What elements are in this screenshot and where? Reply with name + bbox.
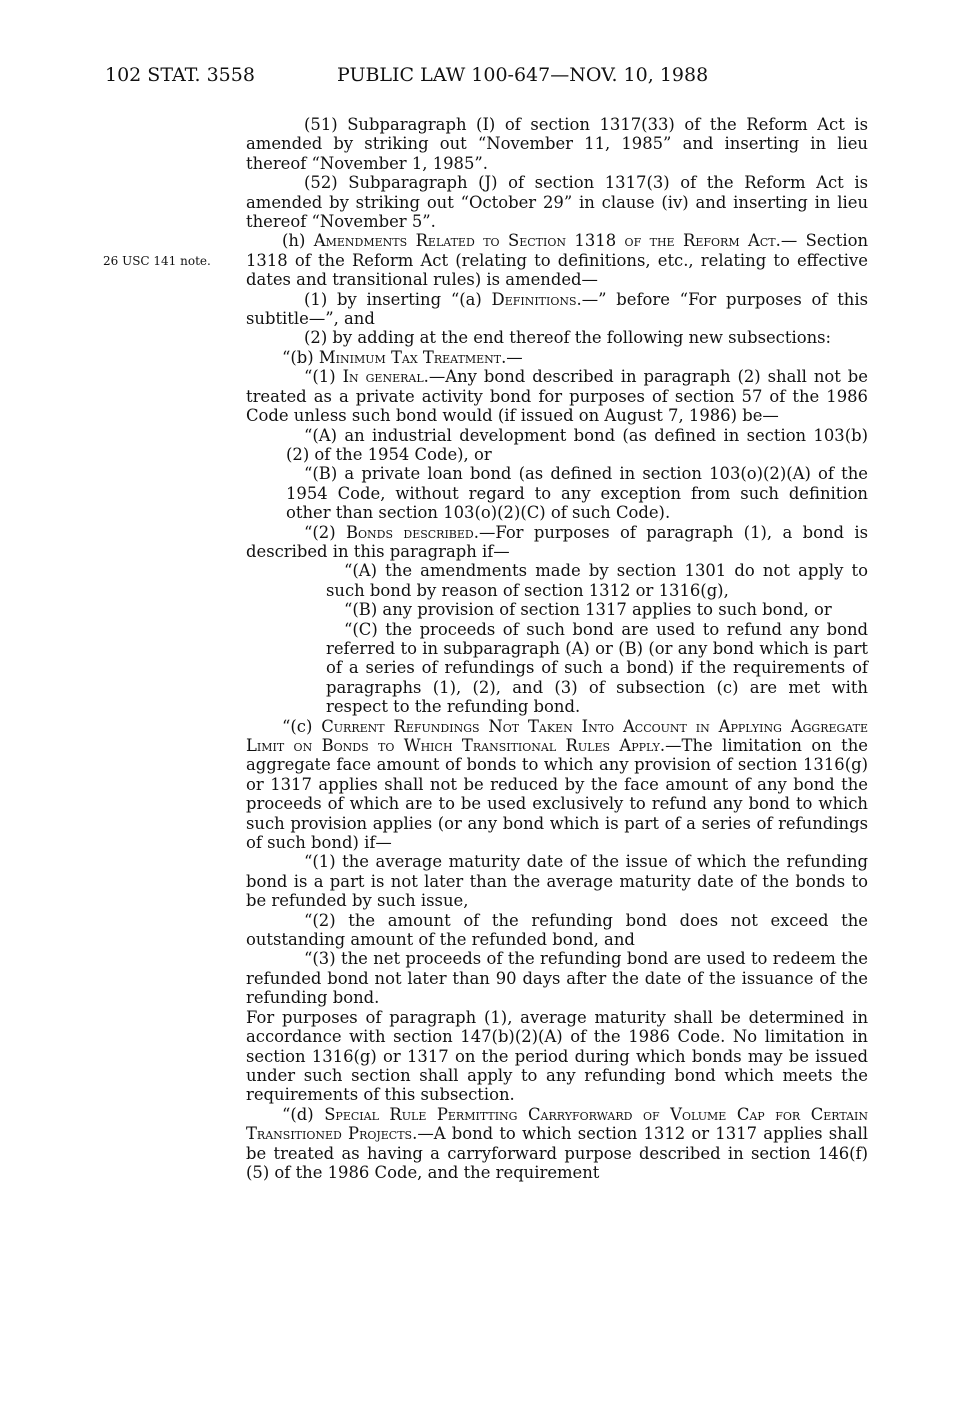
subsection-c-3: “(3) the net proceeds of the refunding bond are used to redeem the refunded bond not later than 90 days after the date of the issuance of the refunding bond. [246,949,868,1008]
subsection-c [246,717,868,853]
subsection-h-prefix: (h) [282,231,314,251]
b-dash: — [506,347,523,367]
margin-note: 26 USC 141 note. [103,254,211,268]
page-title: PUBLIC LAW 100-647—NOV. 10, 1988 [337,64,709,86]
subsection-c-flush-text: For purposes of paragraph (1), average maturity shall be determined in accordance with section 147(b)(2)(A) of the 1986 Code. No limitation in section 1316(g) or 1317 on the period during which bonds may be issued under such section shall apply to any refunding bond which meets the requirements of this subsection. [246,1007,868,1105]
c-prefix: “(c) [282,716,322,736]
subsection-h-text: Section 1318 of the Reform Act (relating to definitions, etc., relating to effective dates and transitional rules) is amended— [246,231,869,290]
subsection-h [246,231,868,289]
b2-prefix: “(2) [304,522,346,542]
subsection-b-2-C: “(C) the proceeds of such bond are used to refund any bond referred to in subparagraph (A) or (B) (or any bond which is part of a series of refundings of such a bond) if the requirements of paragraphs (1), (2), and (3) of subsection (c) are met with respect to the refunding bond. [326,619,868,717]
b-caption: Minimum Tax Treatment. [318,347,507,367]
subsection-h-caption: Amendments Related to Section 1318 of the Reform Act.— [313,231,798,251]
subsection-d [246,1105,868,1183]
h1-caption: Definitions. [491,289,582,309]
subsection-b-2-A: “(A) the amendments made by section 1301 do not apply to such bond by reason of section 1312 or 1316(g), [326,561,868,600]
b2-text: —For purposes of paragraph (1), a bond is described in this paragraph if— [246,522,869,561]
b1-caption: In general. [342,367,429,387]
subsection-h-item-2: (2) by adding at the end thereof the following new subsections: [304,328,832,348]
b1-text: —Any bond described in paragraph (2) shall not be treated as a private activity bond for purposes of section 57 of the 1986 Code unless such bond would (if issued on August 7, 1986) be— [246,367,868,426]
subsection-h-item-1 [246,290,868,329]
stat-citation: 102 STAT. 3558 [105,64,255,86]
c-text: —The limitation on the aggregate face amount of bonds to which any provision of section 1316(g) or 1317 applies shall not be reduced by the face amount of any bond the proceeds of which are to be used exclusively to refund any bond to which such provision applies (or any bond which is part of a series of refundings of such bond) if— [246,736,868,853]
c-caption: Current Refundings Not Taken Into Account in Applying Aggregate Limit on Bonds to Which Transitional Rules Apply. [246,716,868,755]
h1-text-a: (1) by inserting “(a) [304,289,492,309]
subsection-b-1-A: “(A) an industrial development bond (as defined in section 103(b)(2) of the 1954 Code), or [286,425,868,464]
b1-prefix: “(1) [304,367,343,387]
d-prefix: “(d) [282,1104,325,1124]
b-prefix: “(b) [282,347,319,367]
subsection-b-2-B: “(B) any provision of section 1317 applies to such bond, or [344,600,832,620]
d-text: —A bond to which section 1312 or 1317 applies shall be treated as having a carryforward purpose described in section 146(f)(5) of the 1986 Code, and the requirement [246,1124,868,1182]
document-body [246,115,868,1182]
paragraph-52: (52) Subparagraph (J) of section 1317(3) of the Reform Act is amended by striking out “October 29” in clause (iv) and inserting in lieu thereof “November 5”. [246,173,868,232]
subsection-c-2: “(2) the amount of the refunding bond does not exceed the outstanding amount of the refunded bond, and [246,910,868,950]
page-header [105,64,875,88]
b2-caption: Bonds described. [345,522,479,542]
subsection-b-heading [246,348,868,367]
subsection-b-1 [246,367,868,425]
h1-text-b: —” before “For purposes of this subtitle—”, and [246,289,868,329]
d-caption: Special Rule Permitting Carryforward of Volume Cap for Certain Transitioned Projects. [246,1104,869,1144]
paragraph-51: (51) Subparagraph (I) of section 1317(33) of the Reform Act is amended by striking out “November 11, 1985” and inserting in lieu thereof “November 1, 1985”. [246,115,868,173]
subsection-b-2 [246,523,868,562]
subsection-c-1: “(1) the average maturity date of the issue of which the refunding bond is a part is not later than the average maturity date of the bonds to be refunded by such issue, [246,852,868,911]
subsection-b-1-B: “(B) a private loan bond (as defined in section 103(o)(2)(A) of the 1954 Code, without regard to any exception from such definition other than section 103(o)(2)(C) of such Code). [286,464,868,523]
